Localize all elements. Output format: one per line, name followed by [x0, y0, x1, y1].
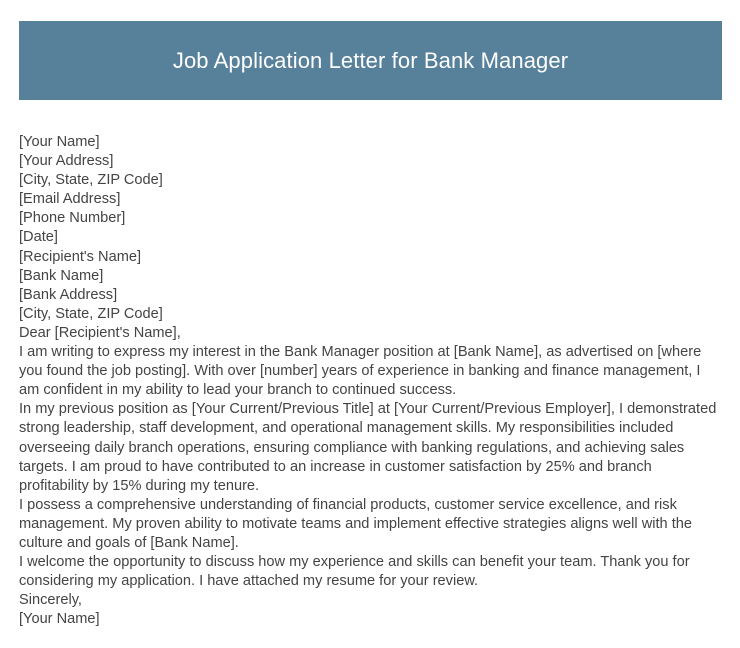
letter-line-your-address: [Your Address] — [19, 153, 114, 170]
letter-paragraph-4: I welcome the opportunity to discuss how my experience and skills can benefit your team. Thank you for considering my application. I have attached my resume for your review. — [19, 554, 694, 590]
letter-paragraph-2: In my previous position as [Your Current/Previous Title] at [Your Current/Previous Employer], I demonstrated strong leadership, staff development, and operational management skills. My responsibilities included overseeing daily branch operations, ensuring compliance with banking regulations, and achieving sales targets. I am proud to have contributed to an increase in customer satisfaction by 25% and branch profitability by 15% during my tenure. — [19, 401, 721, 494]
letter-line-bank-name: [Bank Name] — [19, 267, 104, 284]
letter-line-recipient-city-state-zip: [City, State, ZIP Code] — [19, 305, 163, 322]
letter-closing: Sincerely, — [19, 592, 82, 609]
letter-salutation: Dear [Recipient's Name], — [19, 324, 181, 341]
page-title: Job Application Letter for Bank Manager — [172, 47, 569, 73]
letter-line-phone-number: [Phone Number] — [19, 210, 126, 227]
document-header-banner — [19, 21, 722, 100]
letter-line-email-address: [Email Address] — [19, 191, 121, 208]
letter-signature-name: [Your Name] — [19, 611, 100, 628]
letter-paragraph-3: I possess a comprehensive understanding of financial products, customer service excellence, and risk management. My proven ability to motivate teams and implement effective strategies aligns well with the culture and goals of [Bank Name]. — [19, 496, 697, 551]
letter-line-recipient-name: [Recipient's Name] — [19, 248, 142, 265]
letter-line-your-name: [Your Name] — [19, 134, 100, 150]
letter-body — [19, 133, 723, 629]
letter-paragraph-1: I am writing to express my interest in the Bank Manager position at [Bank Name], as advertised on [where you found the job posting]. With over [number] years of experience in banking and finance management, I am confident in my ability to lead your branch to continued success. — [19, 344, 706, 399]
letter-line-sender-city-state-zip: [City, State, ZIP Code] — [19, 172, 163, 189]
letter-line-date: [Date] — [19, 229, 58, 246]
letter-line-bank-address: [Bank Address] — [19, 286, 118, 303]
